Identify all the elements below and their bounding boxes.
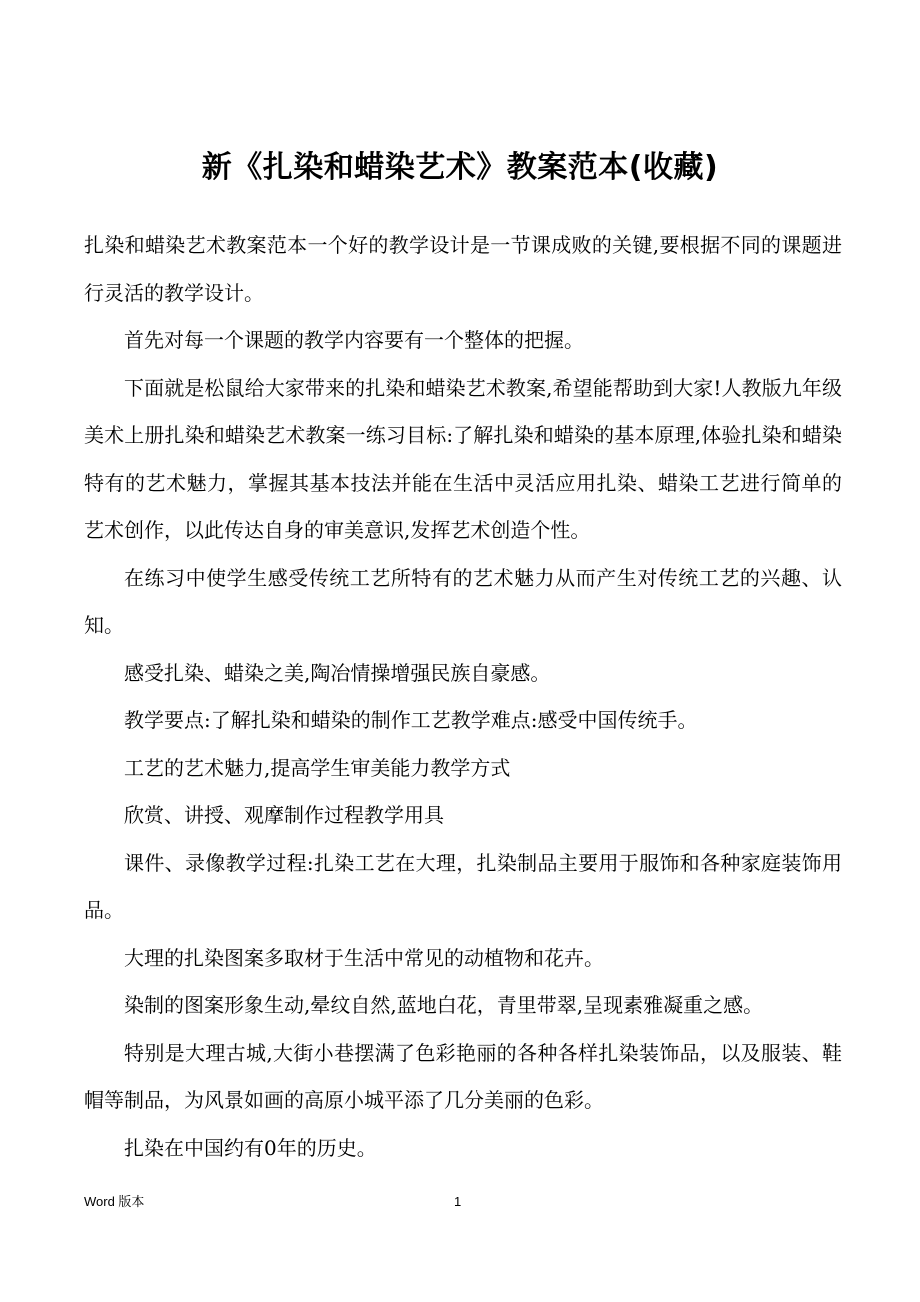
paragraph: 扎染和蜡染艺术教案范本一个好的教学设计是一节课成败的关键,要根据不同的课题进行灵活的教学设计。 (84, 233, 842, 305)
paragraph: 大理的扎染图案多取材于生活中常见的动植物和花卉。 (124, 945, 604, 970)
paragraph: 染制的图案形象生动,晕纹自然,蓝地白花，青里带翠,呈现素雅凝重之感。 (124, 993, 764, 1017)
paragraph: 扎染在中国约有0年的历史。 (124, 1135, 377, 1160)
paragraph: 教学要点:了解扎染和蜡染的制作工艺教学难点:感受中国传统手。 (124, 708, 698, 732)
page-title: 新《扎染和蜡染艺术》教案范本(收藏) (201, 150, 719, 185)
paragraph: 工艺的艺术魅力,提高学生审美能力教学方式 (124, 755, 511, 780)
paragraph: 在练习中使学生感受传统工艺所特有的艺术魅力从而产生对传统工艺的兴趣、认知。 (84, 565, 842, 637)
paragraph: 特别是大理古城,大街小巷摆满了色彩艳丽的各种各样扎染装饰品，以及服装、鞋帽等制品，为风景如画的高原小城平添了几分美丽的色彩。 (84, 1040, 842, 1112)
paragraph: 课件、录像教学过程:扎染工艺在大理，扎染制品主要用于服饰和各种家庭装饰用品。 (84, 850, 842, 922)
document-body (84, 222, 842, 1172)
paragraph: 首先对每一个课题的教学内容要有一个整体的把握。 (124, 328, 584, 352)
paragraph: 欣赏、讲授、观摩制作过程教学用具 (124, 803, 444, 827)
page-number: 1 (454, 1194, 462, 1209)
paragraph: 下面就是松鼠给大家带来的扎染和蜡染艺术教案,希望能帮助到大家!人教版九年级美术上册扎染和蜡染艺术教案一练习目标:了解扎染和蜡染的基本原理,体验扎染和蜡染特有的艺术魅力，掌握其基本技法并能在生活中灵活应用扎染、蜡染工艺进行简单的艺术创作，以此传达自身的审美意识,发挥艺术创造个性。 (84, 375, 842, 542)
footer-label: Word 版本 (84, 1194, 145, 1209)
paragraph: 感受扎染、蜡染之美,陶冶情操增强民族自豪感。 (124, 660, 551, 685)
